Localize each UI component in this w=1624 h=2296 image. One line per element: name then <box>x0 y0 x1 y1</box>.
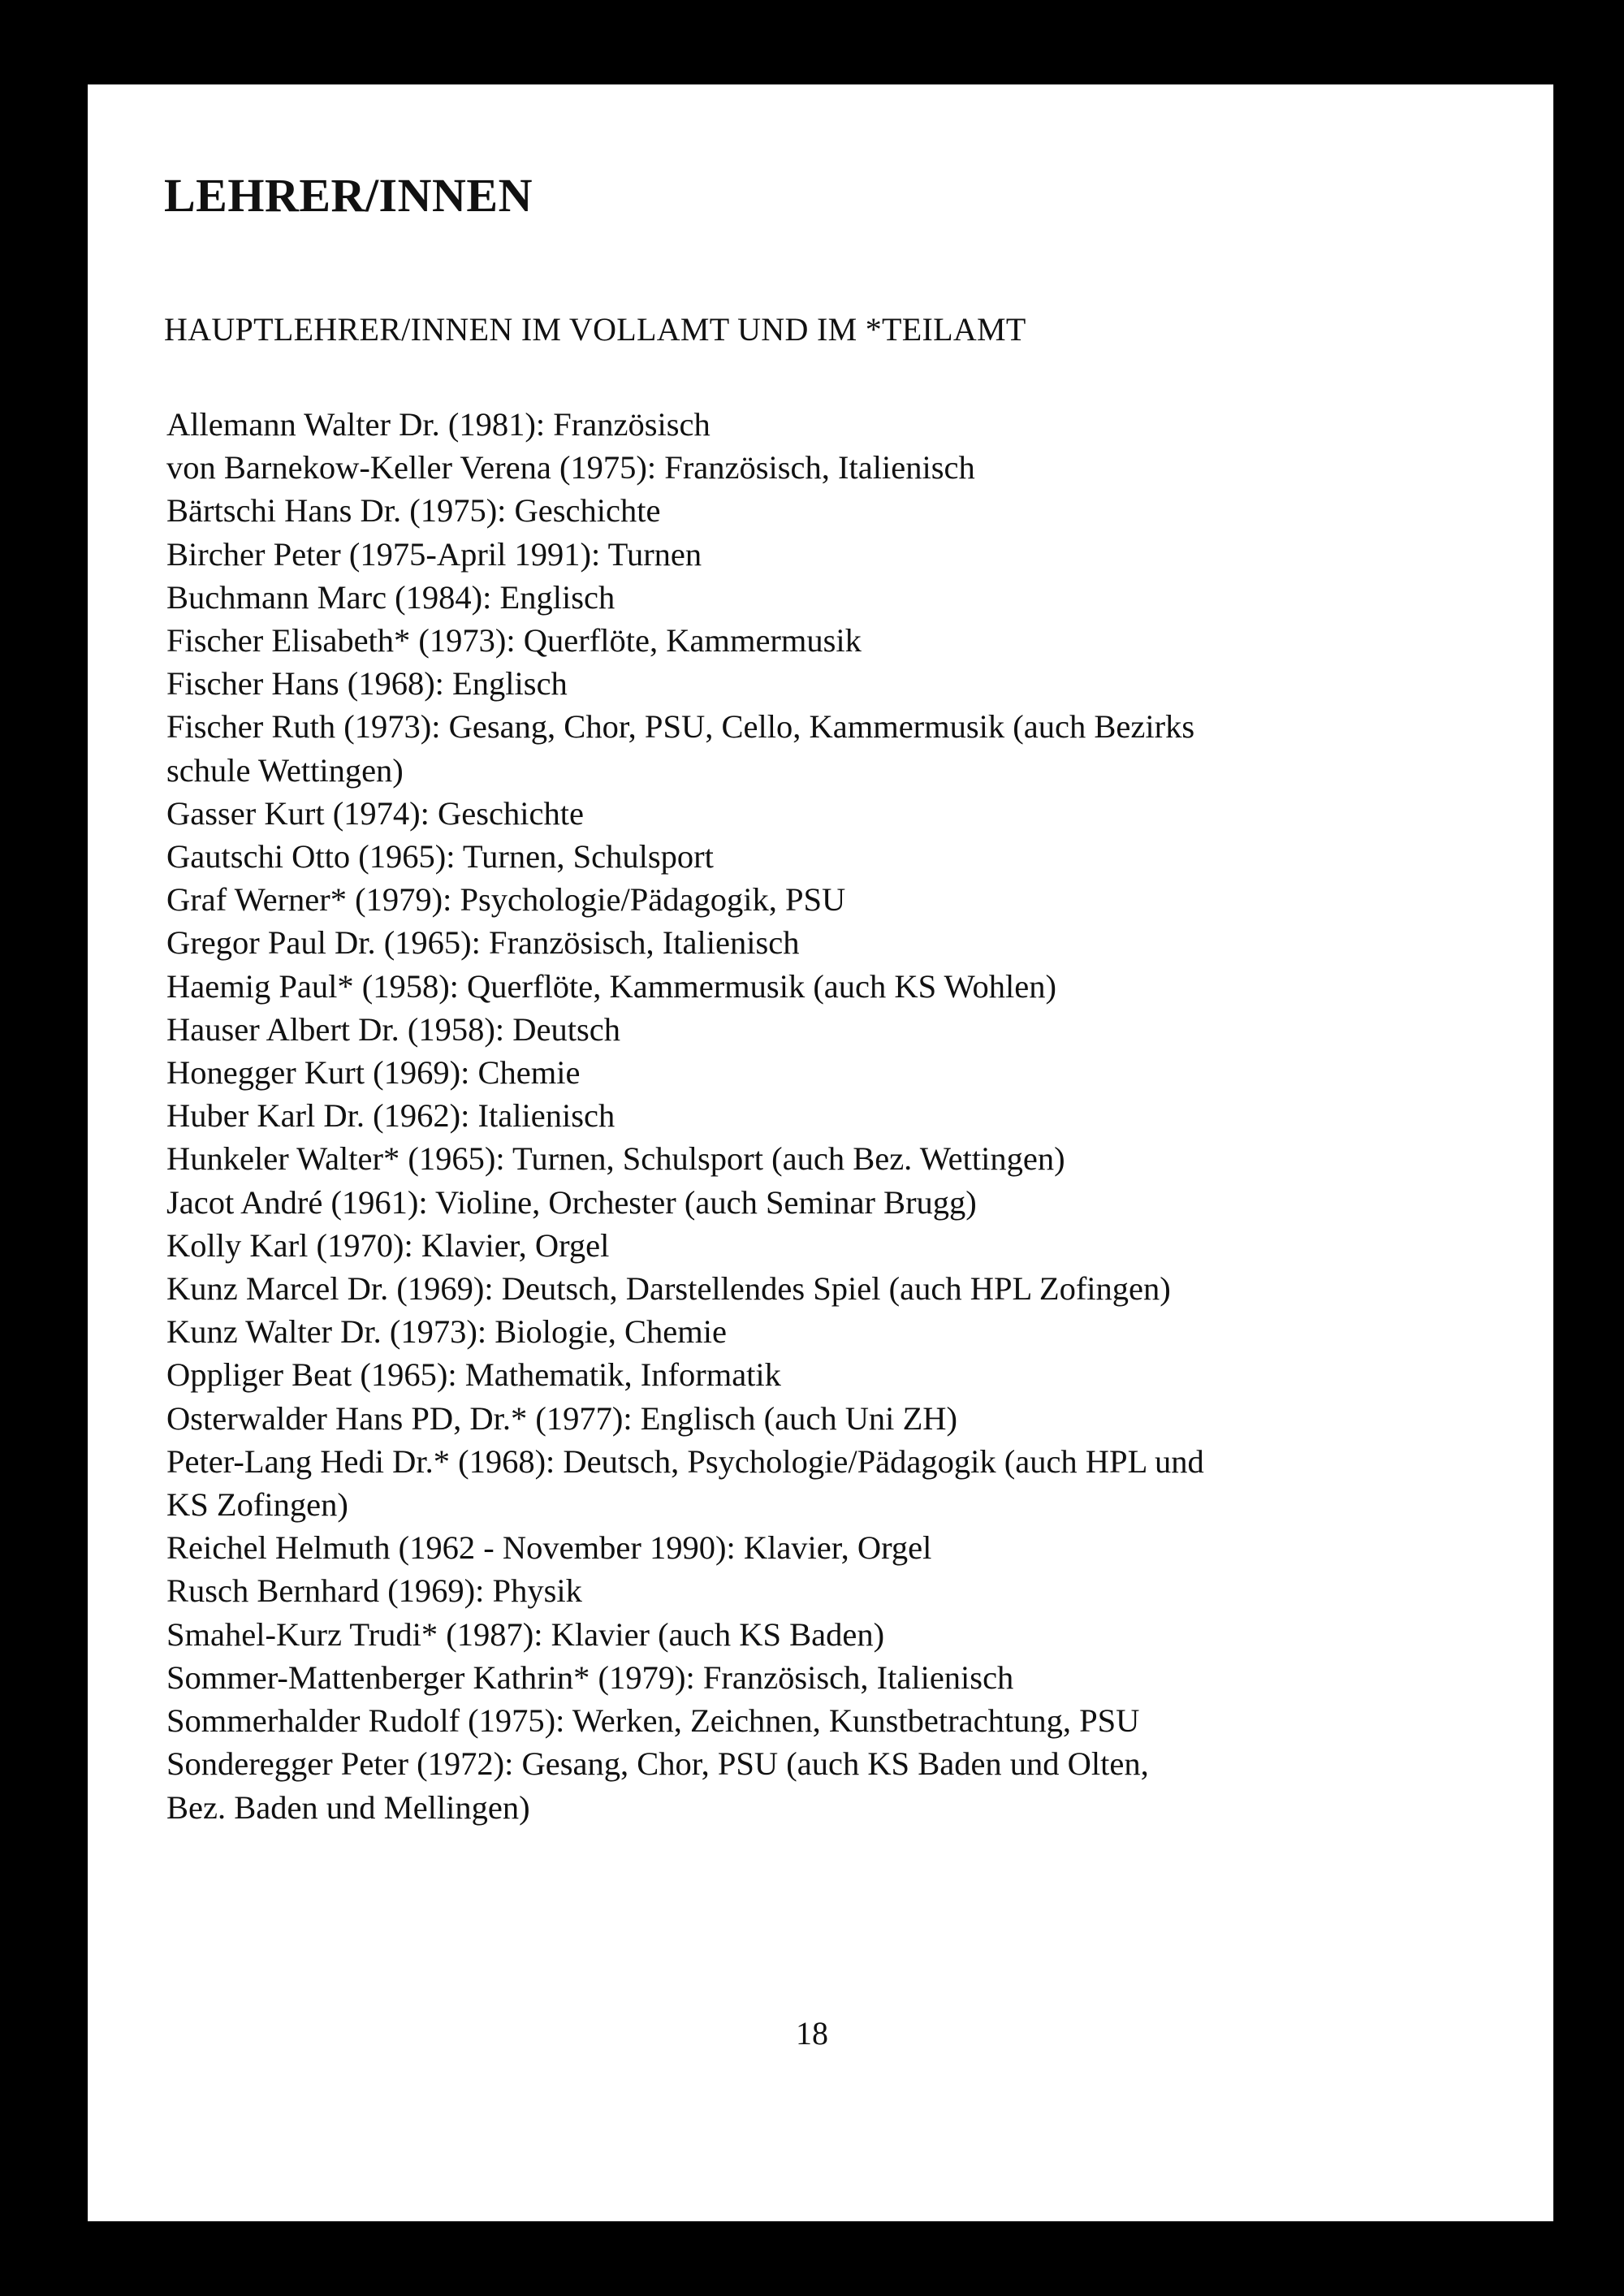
teacher-entry-text: Haemig Paul* (1958): Querflöte, Kammermusik (auch KS Wohlen) <box>166 967 1056 1005</box>
teacher-entry <box>166 446 1466 489</box>
teacher-entry-text: Sonderegger Peter (1972): Gesang, Chor, PSU (auch KS Baden und Olten, <box>166 1745 1149 1783</box>
teacher-entry <box>166 662 1466 705</box>
teacher-entry <box>166 576 1466 619</box>
teacher-entry <box>166 1310 1466 1353</box>
teacher-entry-text: Fischer Ruth (1973): Gesang, Chor, PSU, Cello, Kammermusik (auch Bezirks <box>166 708 1195 746</box>
page-number: 18 <box>796 2015 828 2052</box>
teacher-entry <box>166 1181 1466 1224</box>
teacher-entry-text: Kunz Walter Dr. (1973): Biologie, Chemie <box>166 1313 727 1351</box>
teacher-entry-text: von Barnekow-Keller Verena (1975): Französisch, Italienisch <box>166 449 975 486</box>
teacher-entry <box>166 1353 1466 1396</box>
teacher-entry <box>166 1569 1466 1612</box>
teacher-entry <box>166 878 1466 921</box>
teacher-entry-text: Fischer Elisabeth* (1973): Querflöte, Kammermusik <box>166 622 862 659</box>
teacher-entry <box>166 1526 1466 1569</box>
teacher-entry-text: Jacot André (1961): Violine, Orchester (auch Seminar Brugg) <box>166 1183 977 1221</box>
teacher-entry <box>166 1656 1466 1699</box>
teacher-entry-text: Osterwalder Hans PD, Dr.* (1977): Englisch (auch Uni ZH) <box>166 1399 958 1437</box>
teacher-entry-text: Allemann Walter Dr. (1981): Französisch <box>166 406 710 443</box>
teacher-entry-text: Kolly Karl (1970): Klavier, Orgel <box>166 1226 610 1264</box>
section-heading: HAUPTLEHRER/INNEN IM VOLLAMT UND IM *TEILAMT <box>164 311 1026 348</box>
teacher-list <box>166 403 1466 1829</box>
teacher-entry-continuation: KS Zofingen) <box>166 1486 348 1524</box>
teacher-entry-text: Sommer-Mattenberger Kathrin* (1979): Französisch, Italienisch <box>166 1658 1014 1696</box>
teacher-entry-text: Sommerhalder Rudolf (1975): Werken, Zeichnen, Kunstbetrachtung, PSU <box>166 1702 1140 1740</box>
teacher-entry <box>166 1008 1466 1051</box>
teacher-entry-continuation: Bez. Baden und Mellingen) <box>166 1788 530 1826</box>
teacher-entry <box>166 1440 1466 1526</box>
teacher-entry <box>166 835 1466 878</box>
teacher-entry <box>166 619 1466 662</box>
teacher-entry-text: Gregor Paul Dr. (1965): Französisch, Italienisch <box>166 924 800 962</box>
teacher-entry <box>166 792 1466 835</box>
teacher-entry-text: Hauser Albert Dr. (1958): Deutsch <box>166 1010 620 1048</box>
teacher-entry-text: Peter-Lang Hedi Dr.* (1968): Deutsch, Psychologie/Pädagogik (auch HPL und <box>166 1442 1204 1480</box>
teacher-entry-text: Reichel Helmuth (1962 - November 1990): Klavier, Orgel <box>166 1529 932 1567</box>
teacher-entry-text: Bircher Peter (1975-April 1991): Turnen <box>166 535 702 573</box>
teacher-entry <box>166 1051 1466 1094</box>
teacher-entry <box>166 1742 1466 1828</box>
page-title: LEHRER/INNEN <box>164 169 533 222</box>
teacher-entry-continuation: schule Wettingen) <box>166 751 404 789</box>
teacher-entry <box>166 921 1466 964</box>
teacher-entry-text: Graf Werner* (1979): Psychologie/Pädagogik, PSU <box>166 881 846 919</box>
teacher-entry-text: Gautschi Otto (1965): Turnen, Schulsport <box>166 838 714 876</box>
teacher-entry <box>166 1224 1466 1267</box>
teacher-entry <box>166 705 1466 791</box>
teacher-entry <box>166 1397 1466 1440</box>
teacher-entry <box>166 403 1466 446</box>
teacher-entry <box>166 533 1466 576</box>
teacher-entry <box>166 1613 1466 1656</box>
teacher-entry <box>166 965 1466 1008</box>
teacher-entry-text: Bärtschi Hans Dr. (1975): Geschichte <box>166 492 661 530</box>
teacher-entry <box>166 1699 1466 1742</box>
teacher-entry <box>166 489 1466 532</box>
teacher-entry-text: Fischer Hans (1968): Englisch <box>166 665 568 703</box>
teacher-entry-text: Buchmann Marc (1984): Englisch <box>166 578 615 616</box>
teacher-entry-text: Oppliger Beat (1965): Mathematik, Informatik <box>166 1356 781 1394</box>
teacher-entry-text: Huber Karl Dr. (1962): Italienisch <box>166 1097 615 1135</box>
teacher-entry <box>166 1267 1466 1310</box>
teacher-entry-text: Honegger Kurt (1969): Chemie <box>166 1054 581 1092</box>
teacher-entry-text: Kunz Marcel Dr. (1969): Deutsch, Darstellendes Spiel (auch HPL Zofingen) <box>166 1270 1171 1308</box>
teacher-entry-text: Hunkeler Walter* (1965): Turnen, Schulsport (auch Bez. Wettingen) <box>166 1140 1065 1178</box>
teacher-entry-text: Smahel-Kurz Trudi* (1987): Klavier (auch KS Baden) <box>166 1615 885 1653</box>
teacher-entry-text: Rusch Bernhard (1969): Physik <box>166 1572 582 1610</box>
teacher-entry <box>166 1094 1466 1137</box>
teacher-entry <box>166 1137 1466 1180</box>
teacher-entry-text: Gasser Kurt (1974): Geschichte <box>166 794 584 832</box>
